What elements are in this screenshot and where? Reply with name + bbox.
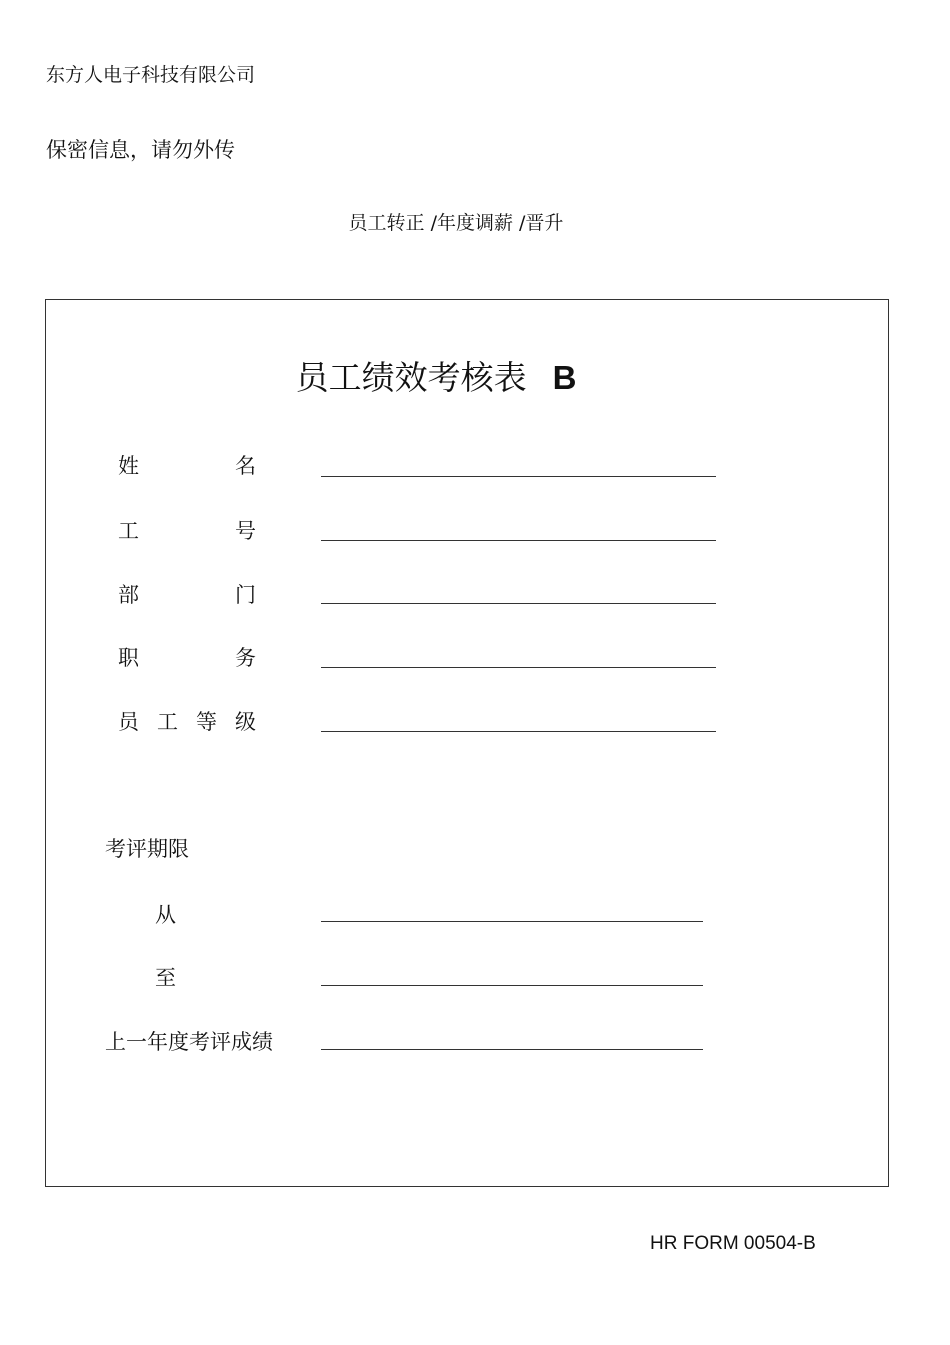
field-label-employee-grade [118,706,256,736]
field-label-char: 门 [235,583,256,607]
field-label-char: 部 [118,583,139,607]
field-label-char: 号 [235,519,256,543]
field-label-char: 员 [118,710,139,734]
period-to-label: 至 [155,966,176,990]
field-line-position[interactable] [321,667,716,668]
form-title-text: 员工绩效考核表 [295,358,527,397]
field-label-employee-id [118,515,256,545]
field-label-char: 务 [235,646,256,670]
field-label-char: 级 [235,710,256,734]
field-label-char: 等 [196,710,217,734]
field-label-name [118,450,256,480]
field-line-employee-id[interactable] [321,540,716,541]
field-label-char: 职 [118,646,139,670]
form-title-suffix: B [552,359,577,396]
confidential-notice: 保密信息，请勿外传 [46,138,235,162]
field-line-department[interactable] [321,603,716,604]
period-from-label: 从 [155,903,176,927]
period-to-line[interactable] [321,985,703,986]
company-name: 东方人电子科技有限公司 [46,64,256,86]
last-year-score-line[interactable] [321,1049,703,1050]
form-purpose-subtitle: 员工转正 /年度调薪 /晋升 [348,212,564,234]
last-year-score-label: 上一年度考评成绩 [105,1030,273,1054]
field-label-char: 工 [118,519,139,543]
field-label-char: 名 [235,454,256,478]
form-code: HR FORM 00504-B [650,1233,816,1254]
field-line-name[interactable] [321,476,716,477]
form-title [0,352,872,399]
field-line-employee-grade[interactable] [321,731,716,732]
period-from-line[interactable] [321,921,703,922]
field-label-position [118,642,256,672]
field-label-char: 工 [157,710,178,734]
field-label-department [118,579,256,609]
field-label-char: 姓 [118,454,139,478]
evaluation-period-title: 考评期限 [105,837,189,861]
